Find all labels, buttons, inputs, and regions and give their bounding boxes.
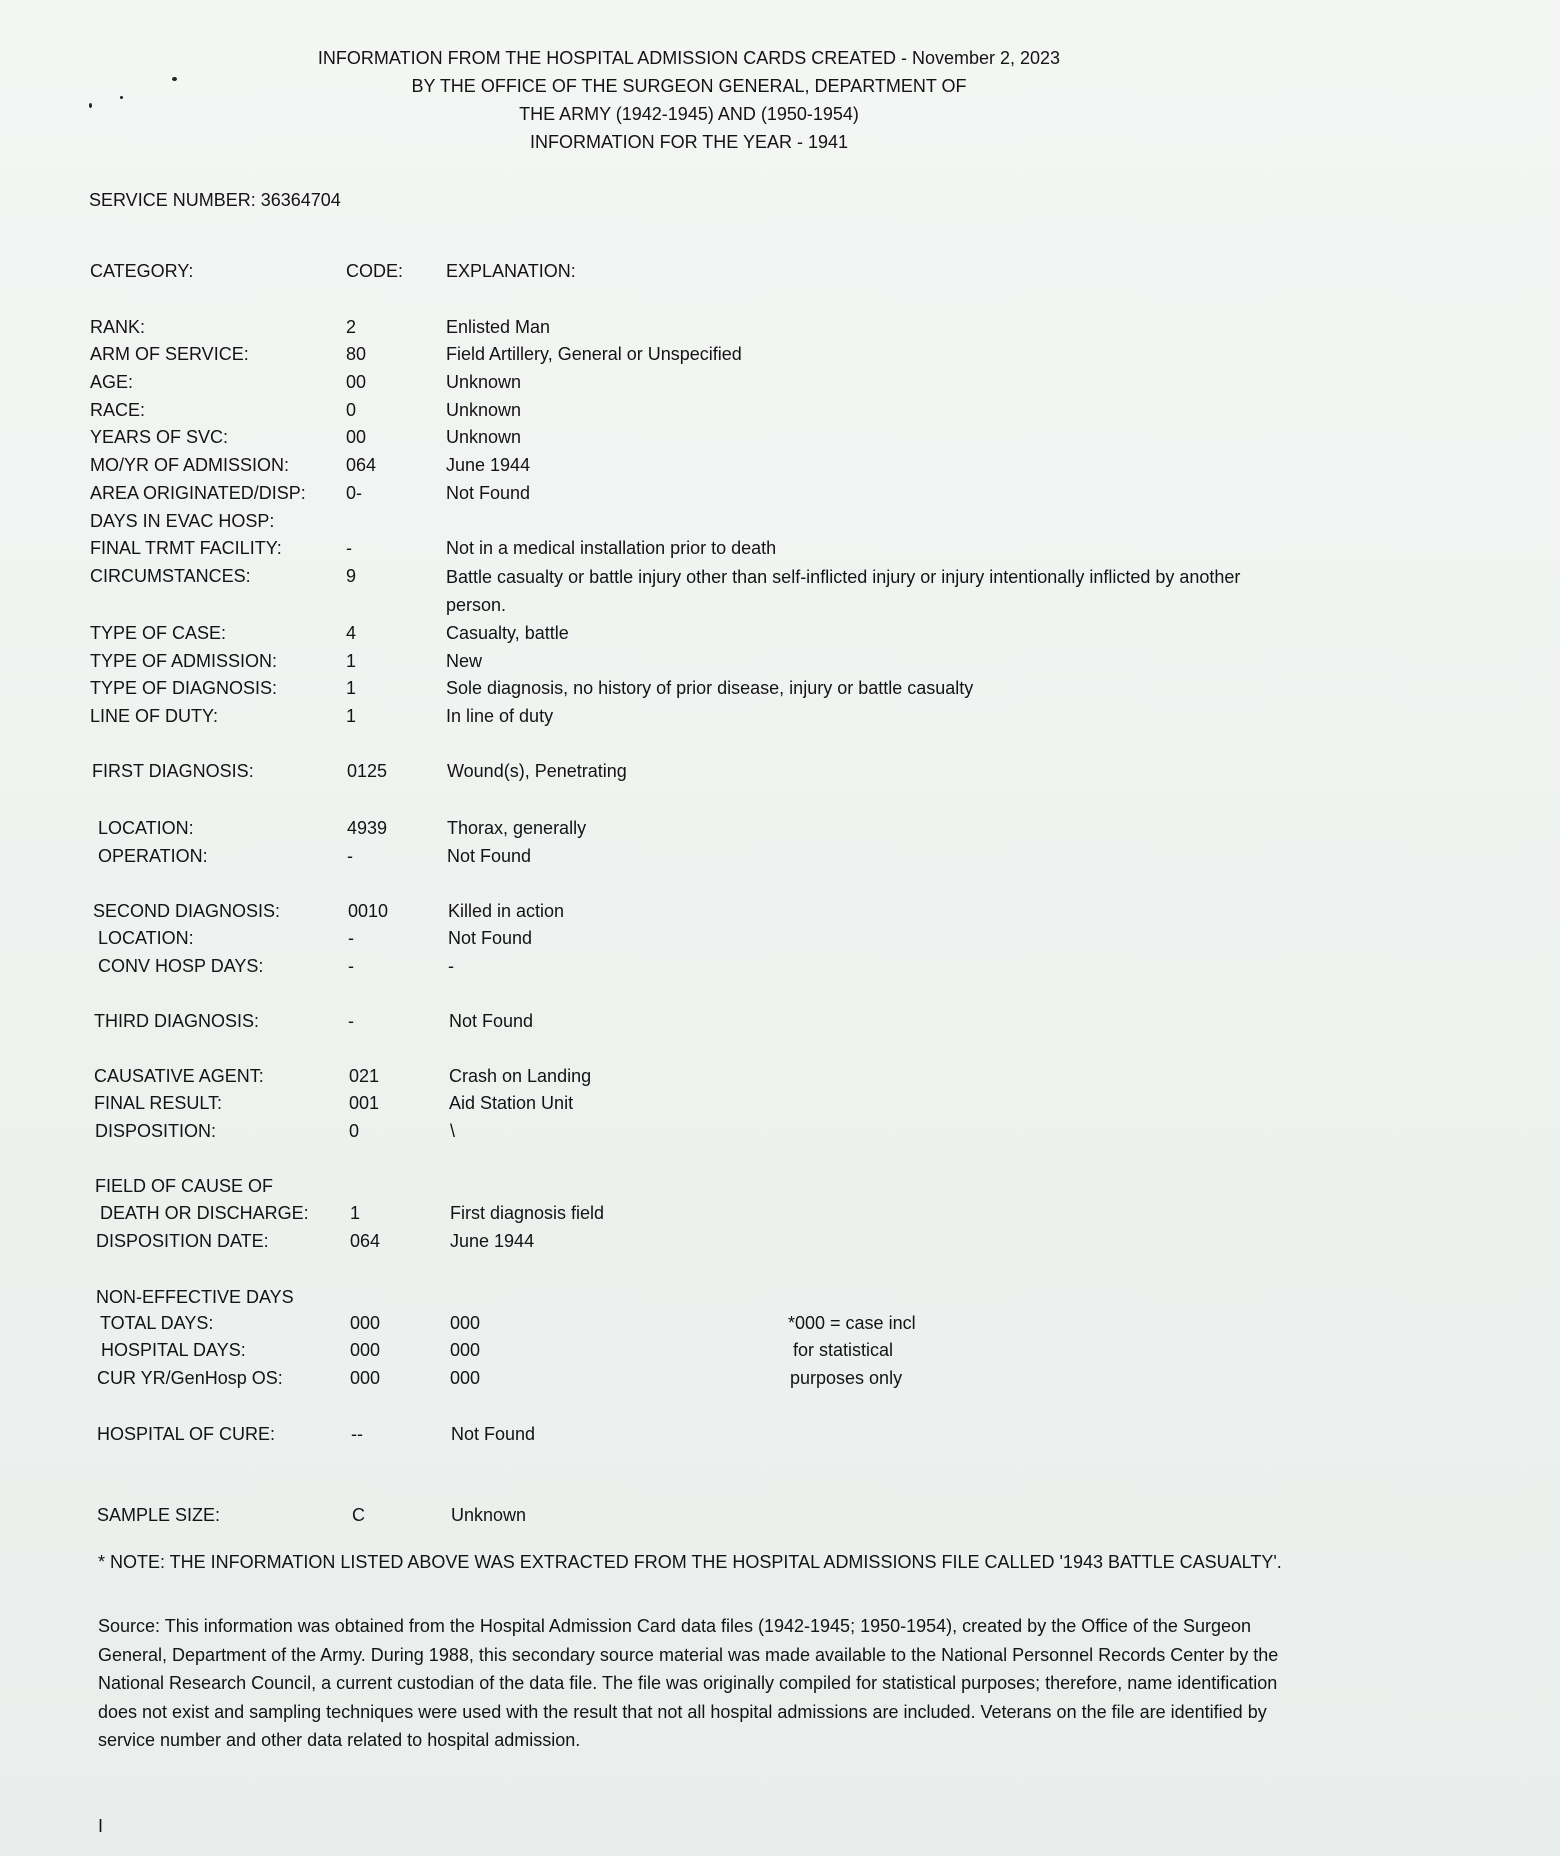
row-code: 000 <box>350 1313 381 1333</box>
row-code: C <box>352 1505 365 1525</box>
row-code: 000 <box>350 1340 381 1360</box>
row-code: 1 <box>346 706 357 726</box>
row-explanation: New <box>446 651 483 671</box>
row-label: LOCATION: <box>98 928 194 948</box>
row-label: DISPOSITION: <box>95 1121 217 1141</box>
code-header: CODE: <box>346 261 404 281</box>
row-code: 1 <box>346 678 357 698</box>
row-label: OPERATION: <box>98 846 208 866</box>
row-label: SECOND DIAGNOSIS: <box>93 901 281 921</box>
service-number <box>89 190 341 211</box>
row-code: 000 <box>350 1368 381 1388</box>
row-code: 1 <box>350 1203 361 1223</box>
row-explanation: In line of duty <box>446 706 554 726</box>
row-explanation: Not Found <box>447 846 532 866</box>
row-label: TOTAL DAYS: <box>100 1313 214 1333</box>
row-code: 0010 <box>348 901 389 921</box>
row-explanation: Killed in action <box>448 901 565 921</box>
explanation-header: EXPLANATION: <box>446 261 576 281</box>
service-number-label: SERVICE NUMBER: <box>89 190 256 210</box>
row-label: CIRCUMSTANCES: <box>90 566 251 586</box>
row-label: LOCATION: <box>98 818 194 838</box>
row-explanation: Thorax, generally <box>447 818 587 838</box>
row-code: 4 <box>346 623 357 643</box>
row-explanation: Battle casualty or battle injury other than self-inflicted injury or injury intentionally inflicted by another person. <box>446 567 1241 615</box>
row-label: FINAL RESULT: <box>94 1093 223 1113</box>
row-label: RANK: <box>90 317 146 337</box>
source-paragraph: Source: This information was obtained from the Hospital Admission Card data files (1942-1945; 1950-1954), created by the Office of the Surgeon General, Department of the Army. During 1988, this secondary source material was made available to the National Personnel Records Center by the National Research Council, a current custodian of the data file. The file was originally compiled for statistical purposes; therefore, name identification does not exist and sampling techniques were used with the result that not all hospital admissions are included. Veterans on the file are identified by service number and other data related to hospital admission. <box>98 1616 1279 1750</box>
row-code: 0 <box>349 1121 360 1141</box>
row-code: 1 <box>346 651 357 671</box>
row-explanation: Casualty, battle <box>446 623 569 643</box>
row-code: - <box>348 1011 354 1031</box>
row-label: TYPE OF CASE: <box>90 623 227 643</box>
row-explanation: \ <box>450 1121 456 1141</box>
row-label: YEARS OF SVC: <box>90 427 229 447</box>
row-label: HOSPITAL DAYS: <box>101 1340 246 1360</box>
row-label: LINE OF DUTY: <box>90 706 219 726</box>
row-label: CONV HOSP DAYS: <box>98 956 264 976</box>
row-code: 064 <box>350 1231 381 1251</box>
row-code: - <box>348 928 354 948</box>
row-label: SAMPLE SIZE: <box>97 1505 221 1525</box>
row-code: 0 <box>346 400 357 420</box>
row-explanation: Not Found <box>451 1424 536 1444</box>
row-label: DISPOSITION DATE: <box>96 1231 269 1251</box>
row-code: -- <box>351 1424 363 1444</box>
row-explanation: June 1944 <box>446 455 531 475</box>
row-label: FIRST DIAGNOSIS: <box>92 761 254 781</box>
row-note: purposes only <box>790 1368 903 1388</box>
row-explanation: 000 <box>450 1340 481 1360</box>
row-label: FINAL TRMT FACILITY: <box>90 538 282 558</box>
extraction-note: * NOTE: THE INFORMATION LISTED ABOVE WAS EXTRACTED FROM THE HOSPITAL ADMISSIONS FILE CALLED '1943 BATTLE CASUALTY'. <box>98 1552 1282 1572</box>
row-label: HOSPITAL OF CURE: <box>97 1424 276 1444</box>
header-line-2: BY THE OFFICE OF THE SURGEON GENERAL, DEPARTMENT OF <box>411 76 967 96</box>
row-explanation: Unknown <box>446 372 522 392</box>
row-explanation: Unknown <box>446 400 522 420</box>
row-code: 00 <box>346 427 367 447</box>
row-explanation: Not Found <box>448 928 533 948</box>
row-explanation: Unknown <box>451 1505 527 1525</box>
row-explanation: Crash on Landing <box>449 1066 592 1086</box>
row-label: DEATH OR DISCHARGE: <box>100 1203 309 1223</box>
row-label: FIELD OF CAUSE OF <box>95 1176 274 1196</box>
row-label: RACE: <box>90 400 146 420</box>
category-header: CATEGORY: <box>90 261 194 281</box>
row-code: 80 <box>346 344 367 364</box>
row-label: AGE: <box>90 372 134 392</box>
row-note: for statistical <box>793 1340 894 1360</box>
row-explanation: Not in a medical installation prior to death <box>446 538 777 558</box>
row-label: AREA ORIGINATED/DISP: <box>90 483 306 503</box>
row-label: TYPE OF ADMISSION: <box>90 651 278 671</box>
row-explanation: Not Found <box>446 483 531 503</box>
row-code: - <box>348 956 354 976</box>
row-explanation: Sole diagnosis, no history of prior disease, injury or battle casualty <box>446 678 974 698</box>
row-code: - <box>346 538 352 558</box>
row-label: THIRD DIAGNOSIS: <box>94 1011 260 1031</box>
row-explanation: Wound(s), Penetrating <box>447 761 627 781</box>
row-label: CUR YR/GenHosp OS: <box>97 1368 283 1388</box>
row-code: 021 <box>349 1066 380 1086</box>
row-code: 001 <box>349 1093 380 1113</box>
row-label: TYPE OF DIAGNOSIS: <box>90 678 278 698</box>
row-label: DAYS IN EVAC HOSP: <box>90 511 275 531</box>
document-header <box>0 44 1378 156</box>
row-explanation: - <box>448 956 454 976</box>
row-note: *000 = case incl <box>788 1313 916 1333</box>
row-code: 064 <box>346 455 377 475</box>
row-explanation: Aid Station Unit <box>449 1093 574 1113</box>
row-code: 0- <box>346 483 363 503</box>
row-explanation: 000 <box>450 1313 481 1333</box>
service-number-value: 36364704 <box>260 190 341 210</box>
row-label: NON-EFFECTIVE DAYS <box>96 1287 294 1307</box>
row-explanation: 000 <box>450 1368 481 1388</box>
row-code: 0125 <box>347 761 388 781</box>
row-label: ARM OF SERVICE: <box>90 344 249 364</box>
header-line-4: INFORMATION FOR THE YEAR - 1941 <box>529 132 849 152</box>
row-explanation: Unknown <box>446 427 522 447</box>
row-label: MO/YR OF ADMISSION: <box>90 455 290 475</box>
row-explanation: Field Artillery, General or Unspecified <box>446 344 742 364</box>
row-code: 2 <box>346 317 357 337</box>
page-mark: I <box>98 1816 104 1836</box>
header-line-3: THE ARMY (1942-1945) AND (1950-1954) <box>519 104 859 124</box>
header-line-1: INFORMATION FROM THE HOSPITAL ADMISSION CARDS CREATED - November 2, 2023 <box>317 48 1061 68</box>
row-explanation: June 1944 <box>450 1231 535 1251</box>
row-code: 00 <box>346 372 367 392</box>
row-explanation: Enlisted Man <box>446 317 551 337</box>
row-explanation: First diagnosis field <box>450 1203 605 1223</box>
row-label: CAUSATIVE AGENT: <box>94 1066 264 1086</box>
row-explanation: Not Found <box>449 1011 534 1031</box>
row-code: 9 <box>346 566 357 586</box>
row-code: 4939 <box>347 818 388 838</box>
row-code: - <box>347 846 353 866</box>
